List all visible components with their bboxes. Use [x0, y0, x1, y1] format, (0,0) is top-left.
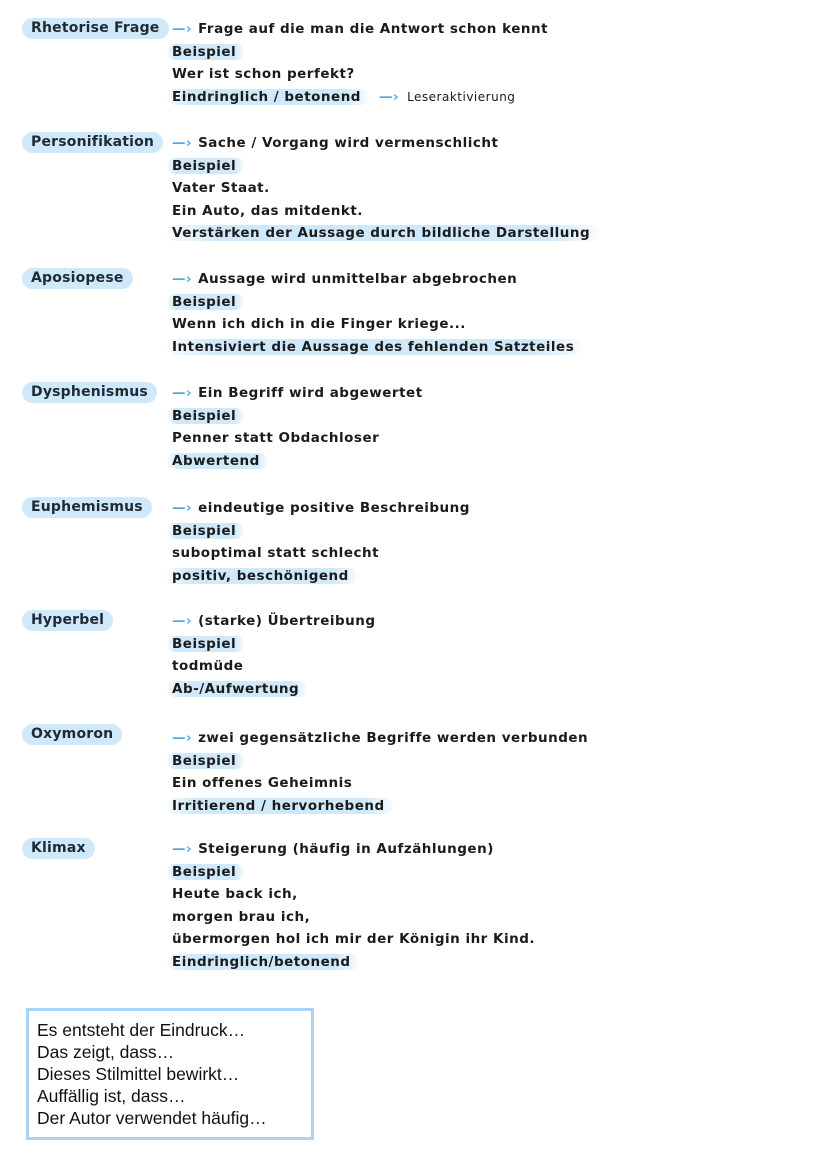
effect-text: Irritierend / hervorhebend [167, 798, 393, 814]
example-text: suboptimal statt schlecht [172, 545, 380, 561]
example-text: Wenn ich dich in die Finger kriege... [172, 316, 466, 332]
effect-line [172, 336, 582, 359]
example-text: Wer ist schon perfekt? [172, 66, 355, 82]
arrow-icon: —› [172, 385, 193, 401]
phrase-item: Der Autor verwendet häufig… [37, 1108, 267, 1128]
entry-rhetorische-frage [172, 18, 548, 108]
entry-aposiopese [172, 268, 582, 358]
phrase-item: Das zeigt, dass… [37, 1042, 175, 1062]
phrases-box [26, 1008, 314, 1140]
effect-text: Verstärken der Aussage durch bildliche Darstellung [167, 225, 598, 241]
example-text: Ein Auto, das mitdenkt. [172, 202, 363, 219]
effect-line [172, 86, 548, 109]
example-text: Penner statt Obdachloser [172, 430, 380, 446]
effect-text: Eindringlich/betonend [167, 954, 359, 970]
definition-line [172, 610, 376, 633]
example-label: Beispiel [172, 520, 470, 543]
arrow-icon: —› [172, 21, 193, 37]
effect-line [172, 795, 588, 818]
definition-line [172, 268, 582, 291]
arrow-icon: —› [172, 271, 193, 287]
definition-line [172, 382, 423, 405]
term-badge-rhetorische-frage: Rhetorise Frage [22, 18, 169, 39]
entry-hyperbel [172, 610, 376, 700]
effect-line [172, 450, 423, 473]
example-text: Vater Staat. [172, 180, 270, 196]
arrow-icon: —› [172, 135, 193, 151]
arrow-icon: —› [172, 841, 193, 857]
example-text: morgen brau ich, [172, 908, 311, 925]
example-label: Beispiel [172, 405, 423, 428]
effect-text: Abwertend [167, 453, 268, 469]
example-label: Beispiel [172, 155, 598, 178]
definition-text: (starke) Übertreibung [198, 613, 376, 629]
example-text: übermorgen hol ich mir der Königin ihr Kind. [172, 931, 536, 947]
term-badge-personifikation: Personifikation [22, 132, 163, 153]
effect-text: Eindringlich / betonend [167, 89, 369, 105]
effect-text: positiv, beschönigend [167, 568, 357, 584]
example-label: Beispiel [172, 291, 582, 314]
term-badge-oxymoron: Oxymoron [22, 724, 122, 745]
example-text: Heute back ich, [172, 886, 298, 902]
phrase-item: Dieses Stilmittel bewirkt… [37, 1064, 240, 1084]
arrow-icon: —› [172, 613, 193, 629]
effect-line [172, 951, 535, 974]
example-label: Beispiel [172, 750, 588, 773]
effect-extra-text: Leseraktivierung [407, 89, 516, 104]
definition-text: Ein Begriff wird abgewertet [198, 385, 423, 401]
arrow-icon: —› [172, 500, 193, 516]
definition-text: eindeutige positive Beschreibung [198, 500, 470, 516]
example-text: Ein offenes Geheimnis [172, 775, 353, 791]
arrow-icon: —› [378, 88, 400, 105]
effect-line [172, 678, 376, 701]
example-label: Beispiel [172, 633, 376, 656]
definition-text: Aussage wird unmittelbar abgebrochen [198, 271, 518, 287]
definition-line [172, 132, 598, 155]
effect-line [172, 222, 598, 245]
entry-oxymoron [172, 727, 588, 817]
entry-euphemismus [172, 497, 470, 587]
effect-text: Intensiviert die Aussage des fehlenden Satzteiles [167, 339, 582, 355]
definition-text: Steigerung (häufig in Aufzählungen) [198, 841, 494, 857]
term-badge-hyperbel: Hyperbel [22, 610, 113, 631]
definition-text: Frage auf die man die Antwort schon kennt [198, 21, 549, 37]
effect-text: Ab-/Aufwertung [167, 681, 307, 697]
term-badge-klimax: Klimax [22, 838, 95, 859]
definition-line [172, 727, 588, 750]
definition-text: Sache / Vorgang wird vermenschlicht [198, 135, 499, 151]
phrase-item: Es entsteht der Eindruck… [37, 1020, 246, 1040]
example-text: todmüde [172, 658, 244, 674]
definition-text: zwei gegensätzliche Begriffe werden verbunden [198, 730, 589, 746]
effect-line [172, 565, 470, 588]
definition-line [172, 838, 535, 861]
entry-klimax [172, 838, 535, 973]
entry-personifikation [172, 132, 598, 245]
definition-line [172, 18, 548, 41]
phrase-item: Auffällig ist, dass… [37, 1086, 186, 1106]
term-badge-euphemismus: Euphemismus [22, 497, 152, 518]
example-label: Beispiel [172, 861, 535, 884]
entry-dysphenismus [172, 382, 423, 472]
example-label: Beispiel [172, 41, 548, 64]
arrow-icon: —› [172, 730, 193, 746]
term-badge-aposiopese: Aposiopese [22, 268, 133, 289]
definition-line [172, 497, 470, 520]
term-badge-dysphenismus: Dysphenismus [22, 382, 157, 403]
